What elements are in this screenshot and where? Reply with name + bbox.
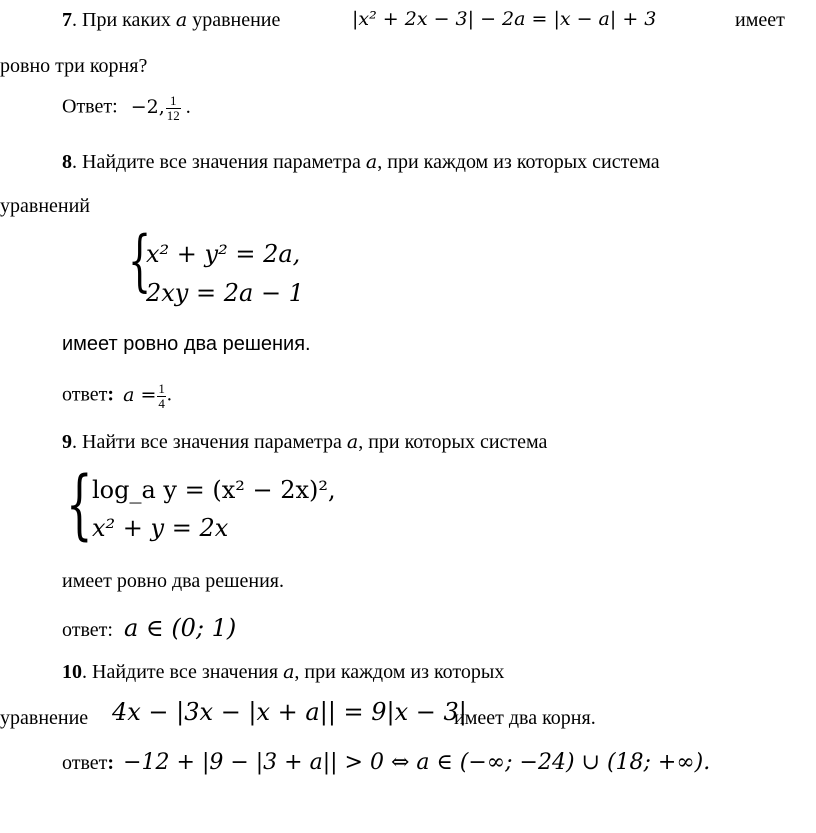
answer-colon: : [107,752,115,774]
answer-label: ответ [62,752,108,774]
problem-8-answer [62,382,172,410]
problem-10-line-2-start: уравнение [0,707,89,729]
answer-value: −2, [130,95,165,118]
answer-value: −12 + |9 − |3 + a|| > 0 ⇔ a ∈ (−∞; −24) ∪ (18; +∞). [123,750,711,775]
problem-8-system-line-2: 2xy = 2a − 1 [146,279,304,307]
answer-label: ответ [62,383,108,406]
problem-8-line-1 [62,152,660,172]
problem-7-line-2: ровно три корня? [0,55,148,77]
problem-7-text-mid: уравнение [187,9,281,31]
problem-10-text-2: , при каждом из которых [294,661,505,683]
problem-7-answer [62,94,191,122]
fraction-numerator: 1 [158,381,165,396]
answer-end: . [166,383,172,406]
answer-fraction [157,382,166,410]
problem-8-number: 8 [62,151,72,173]
answer-label: Ответ: [62,95,118,118]
fraction-denominator: 4 [158,395,165,411]
problem-8-line-2: уравнений [0,195,91,217]
problem-7-equation: |x² + 2x − 3| − 2a = |x − a| + 3 [352,8,657,30]
answer-value: a = [123,383,157,406]
problem-10-var: a [283,661,295,683]
problem-10-text: . Найдите все значения [82,661,284,683]
problem-7-text: . При каких [72,9,176,31]
answer-value: a ∈ (0; 1) [123,614,237,642]
problem-8-text-2: , при каждом из которых система [377,151,660,173]
problem-9-system-line-1: log_a y = (x² − 2x)², [92,476,336,504]
problem-10-line-1 [62,662,504,682]
problem-7-number: 7 [62,9,72,31]
problem-9-answer [62,616,236,640]
problem-8-var: a [365,151,378,173]
system-brace: { [128,222,152,299]
answer-fraction [166,94,181,122]
problem-9-result: имеет ровно два решения. [62,570,284,592]
problem-10-answer [62,752,710,774]
problem-7-text-after: имеет [735,9,785,31]
problem-8-result: имеет ровно два решения. [62,333,311,355]
problem-9-text-2: , при которых система [358,431,548,453]
problem-9-number: 9 [62,431,72,453]
fraction-numerator: 1 [166,94,181,109]
problem-8-system-line-1: x² + y² = 2a, [146,240,301,268]
problem-9-system-line-2: x² + y = 2x [92,514,229,542]
answer-label: ответ: [62,619,113,641]
problem-7-var: a [175,9,188,31]
problem-10-equation: 4x − |3x − |x + a|| = 9|x − 3| [112,698,467,726]
problem-9-line-1 [62,432,547,452]
problem-8-text: . Найдите все значения параметра [72,151,366,173]
problem-10-line-2-end: имеет два корня. [454,707,596,729]
problem-7-line-1 [62,10,280,30]
answer-colon: : [107,383,115,406]
answer-end: . [185,95,191,118]
problem-9-text: . Найти все значения параметра [72,431,347,453]
fraction-denominator: 12 [166,107,180,123]
problem-9-var: a [346,431,359,453]
system-brace: { [66,459,93,548]
problem-10-number: 10 [62,661,82,683]
